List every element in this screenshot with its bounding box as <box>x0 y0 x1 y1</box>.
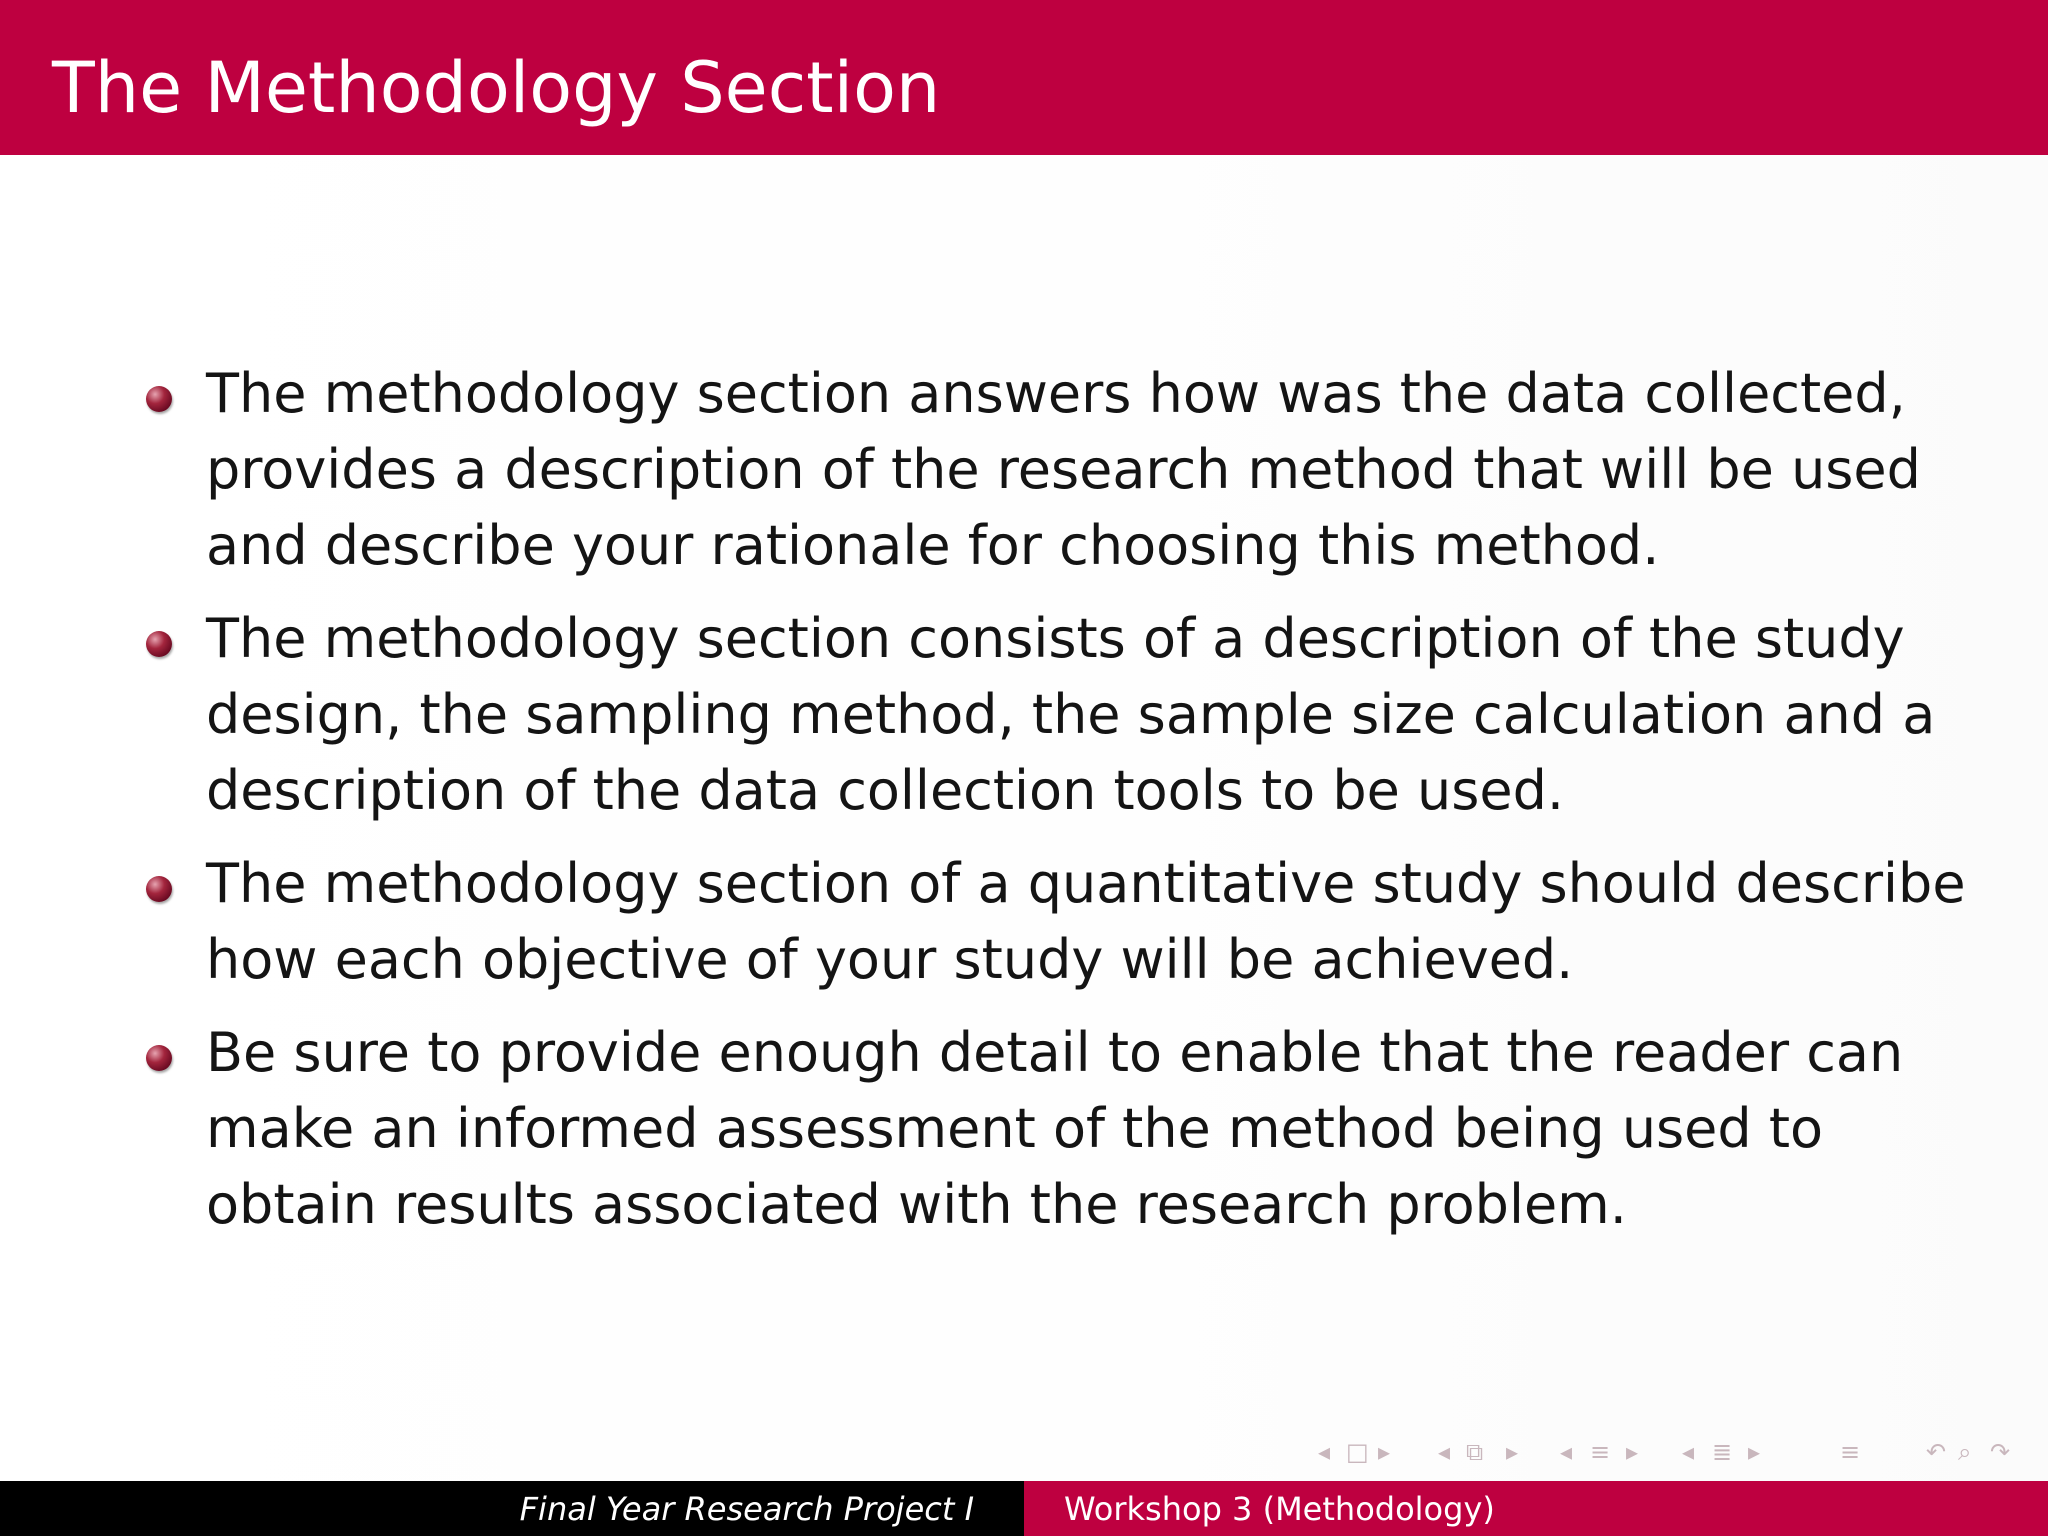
title-bar <box>0 0 2048 155</box>
footer-left-panel <box>0 1481 1024 1536</box>
next-part-icon[interactable]: ▸ <box>1748 1438 1761 1466</box>
next-section-icon[interactable]: ▸ <box>1626 1438 1639 1466</box>
outline-icon[interactable]: ≡ <box>1840 1438 1861 1466</box>
part-icon[interactable]: ≣ <box>1712 1438 1733 1466</box>
bullet-item <box>206 846 1996 998</box>
prev-part-icon[interactable]: ◂ <box>1682 1438 1695 1466</box>
prev-section-icon[interactable]: ◂ <box>1560 1438 1573 1466</box>
prev-frame-icon[interactable]: ◂ <box>1318 1438 1331 1466</box>
footer <box>0 1481 2048 1536</box>
frame-icon[interactable]: □ <box>1346 1438 1369 1466</box>
slide-title: The Methodology Section <box>52 47 941 129</box>
search-icon[interactable]: ⌕ <box>1958 1438 1972 1466</box>
footer-right-panel <box>1024 1481 2048 1536</box>
prev-subsection-icon[interactable]: ◂ <box>1438 1438 1451 1466</box>
footer-workshop-title: Workshop 3 (Methodology) <box>1064 1490 1495 1528</box>
bullet-ball-icon <box>146 1045 172 1071</box>
bullet-item <box>206 356 1996 584</box>
bullet-text: The methodology section answers how was the data collected, provides a description of the research method that will be used and describe your rationale for choosing this method. <box>206 362 1921 577</box>
bullet-text: The methodology section of a quantitative study should describe how each objective of your study will be achieved. <box>206 852 1966 991</box>
undo-icon[interactable]: ↶ <box>1926 1438 1947 1466</box>
next-frame-icon[interactable]: ▸ <box>1378 1438 1391 1466</box>
next-subsection-icon[interactable]: ▸ <box>1506 1438 1519 1466</box>
bullet-item <box>206 1015 1996 1243</box>
beamer-navigation-bar <box>1310 1432 2030 1472</box>
subsection-icon[interactable]: ⧉ <box>1466 1438 1484 1466</box>
bullet-ball-icon <box>146 876 172 902</box>
section-icon[interactable]: ≡ <box>1590 1438 1611 1466</box>
bullet-text: Be sure to provide enough detail to enable that the reader can make an informed assessment of the method being used to obtain results associated with the research problem. <box>206 1021 1904 1236</box>
bullet-item <box>206 601 1996 829</box>
bullet-list <box>206 356 1996 1260</box>
footer-course-title: Final Year Research Project I <box>519 1490 974 1528</box>
redo-icon[interactable]: ↷ <box>1990 1438 2011 1466</box>
bullet-ball-icon <box>146 386 172 412</box>
bullet-text: The methodology section consists of a description of the study design, the sampling method, the sample size calculation and a description of the data collection tools to be used. <box>206 607 1936 822</box>
bullet-ball-icon <box>146 631 172 657</box>
